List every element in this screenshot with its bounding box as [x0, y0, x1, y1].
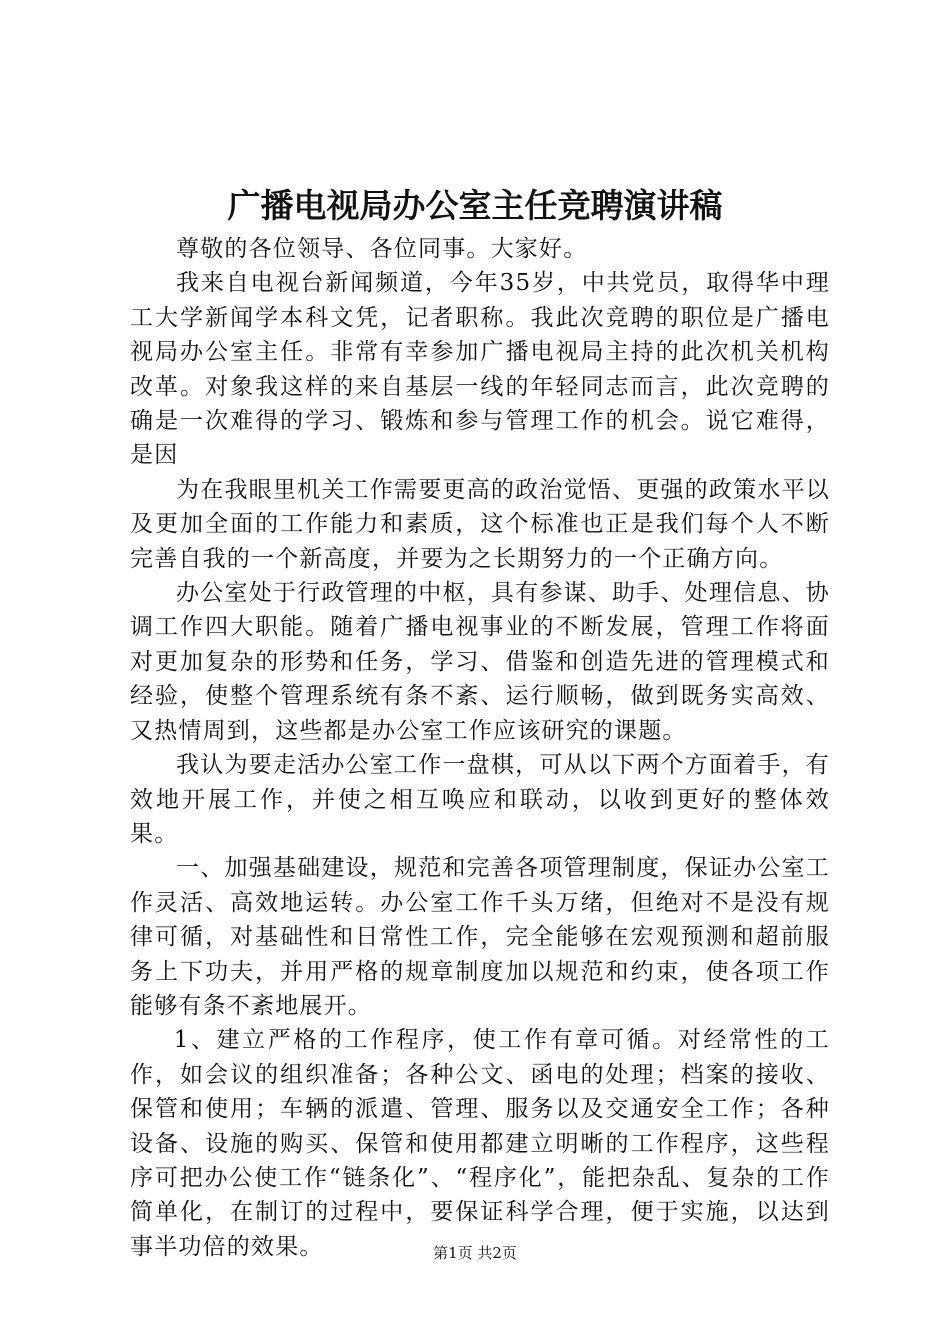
paragraph-office-role: 办公室处于行政管理的中枢，具有参谋、助手、处理信息、协调工作四大职能。随着广播电视事业的不断发展，管理工作将面对更加复杂的形势和任务，学习、借鉴和创造先进的管理模式和经验，使整个管理系统有条不紊、运行顺畅，做到既务实高效、又热情周到，这些都是办公室工作应该研究的课题。	[130, 580, 830, 744]
document-body	[130, 232, 830, 1264]
paragraph-point-one: 一、加强基础建设，规范和完善各项管理制度，保证办公室工作灵活、高效地运转。办公室工作千头万绪，但绝对不是没有规律可循，对基础性和日常性工作，完全能够在宏观预测和超前服务上下功夫，并用严格的规章制度加以规范和约束，使各项工作能够有条不紊地展开。	[130, 855, 830, 1019]
paragraph-item-one: 1、建立严格的工作程序，使工作有章可循。对经常性的工作，如会议的组织准备；各种公文、函电的处理；档案的接收、保管和使用；车辆的派遣、管理、服务以及交通安全工作；各种设备、设施的购买、保管和使用都建立明晰的工作程序，这些程序可把办公使工作“链条化”、“程序化”，能把杂乱、复杂的工作简单化，在制订的过程中，要保证科学合理，便于实施，以达到事半功倍的效果。	[130, 1027, 830, 1260]
paragraph-approach: 我认为要走活办公室工作一盘棋，可从以下两个方面着手，有效地开展工作，并使之相互唤应和联动，以收到更好的整体效果。	[130, 752, 830, 847]
paragraph-introduction: 我来自电视台新闻频道，今年35岁，中共党员，取得华中理工大学新闻学本科文凭，记者职称。我此次竞聘的职位是广播电视局办公室主任。非常有幸参加广播电视局主持的此次机关机构改革。对象我这样的来自基层一线的年轻同志而言，此次竞聘的确是一次难得的学习、锻炼和参与管理工作的机会。说它难得，是因	[130, 270, 830, 469]
document-title: 广播电视局办公室主任竞聘演讲稿	[227, 186, 723, 225]
paragraph-greeting: 尊敬的各位领导、各位同事。大家好。	[176, 236, 588, 262]
paragraph-reason: 为在我眼里机关工作需要更高的政治觉悟、更强的政策水平以及更加全面的工作能力和素质，这个标准也正是我们每个人不断完善自我的一个新高度，并要为之长期努力的一个正确方向。	[130, 476, 830, 572]
page-footer: 第1页 共2页	[433, 1244, 517, 1262]
